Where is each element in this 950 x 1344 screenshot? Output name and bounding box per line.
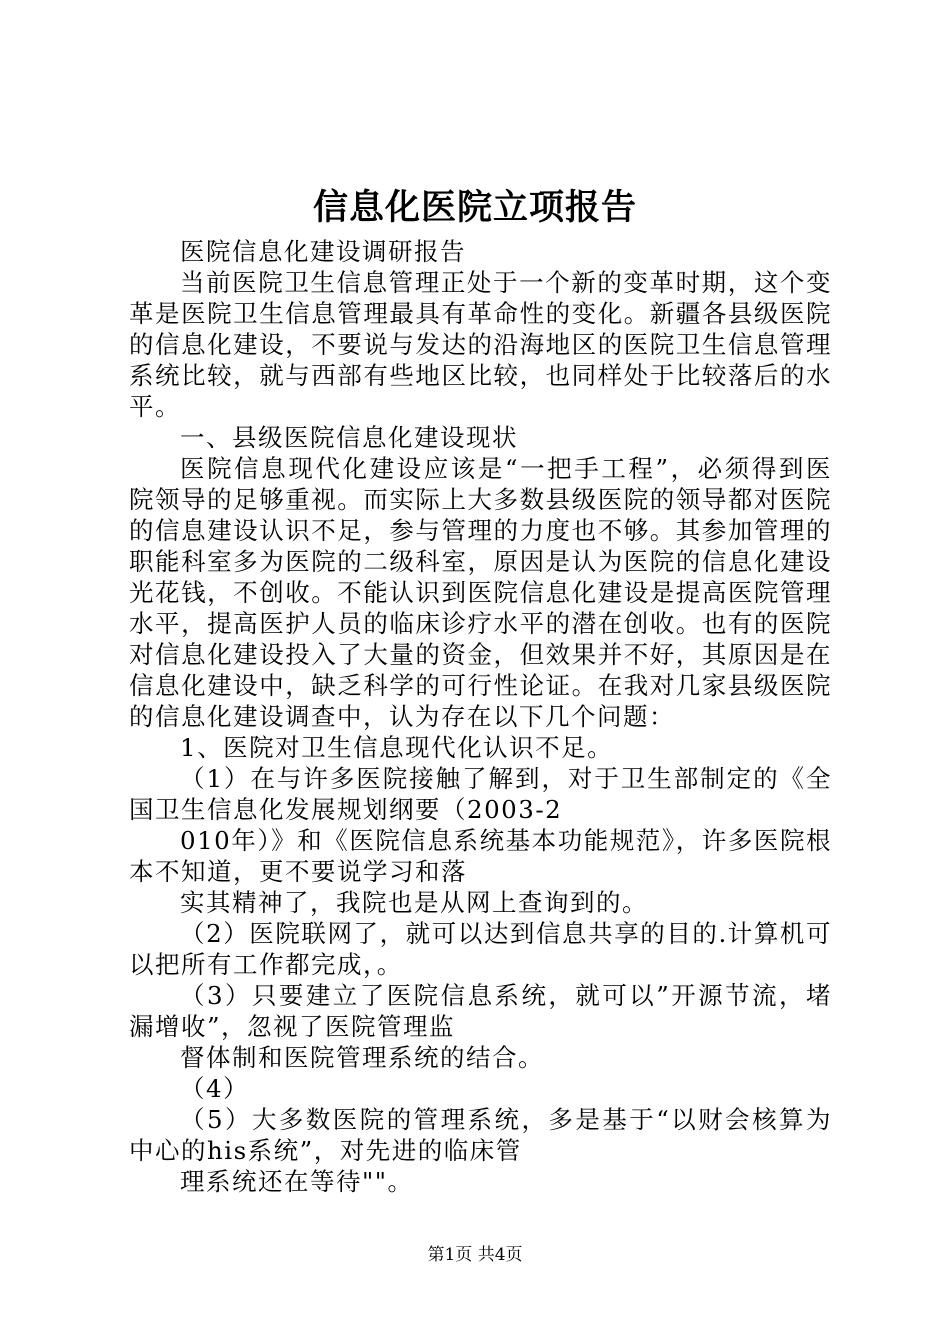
list-item-1-sub-3: （3）只要建立了医院信息系统，就可以”开源节流，堵漏增收”，忽视了医院管理监 (129, 981, 832, 1041)
list-item-1-sub-3-cont: 督体制和医院管理系统的结合。 (180, 1043, 544, 1072)
list-item-1-sub-1: （1）在与许多医院接触了解到，对于卫生部制定的《全国卫生信息化发展规划纲要（2003-2 (129, 764, 832, 824)
list-item-1: 1、医院对卫生信息现代化认识不足。 (180, 733, 614, 762)
list-item-1-sub-2: （2）医院联网了，就可以达到信息共享的目的.计算机可以把所有工作都完成，。 (129, 919, 832, 979)
document-body (129, 236, 832, 1197)
list-item-1-sub-5: （5）大多数医院的管理系统，多是基于“以财会核算为中心的his系统”，对先进的临床管 (129, 1105, 832, 1165)
paragraph-intro: 当前医院卫生信息管理正处于一个新的变革时期，这个变革是医院卫生信息管理最具有革命性的变化。新疆各县级医院的信息化建设，不要说与发达的沿海地区的医院卫生信息管理系统比较，就与西部有些地区比较，也同样处于比较落后的水平。 (129, 268, 832, 421)
page-number-footer: 第1页 共4页 (427, 1245, 523, 1265)
section-heading: 一、县级医院信息化建设现状 (180, 423, 518, 452)
list-item-1-sub-5-cont: 理系统还在等待""。 (180, 1167, 414, 1196)
paragraph-subtitle: 医院信息化建设调研报告 (180, 237, 466, 266)
paragraph-status: 医院信息现代化建设应该是“一把手工程”，必须得到医院领导的足够重视。而实际上大多数县级医院的领导都对医院的信息建设认识不足，参与管理的力度也不够。其参加管理的职能科室多为医院的二级科室，原因是认为医院的信息化建设光花钱，不创收。不能认识到医院信息化建设是提高医院管理水平，提高医护人员的临床诊疗水平的潜在创收。也有的医院对信息化建设投入了大量的资金，但效果并不好，其原因是在信息化建设中，缺乏科学的可行性论证。在我对几家县级医院的信息化建设调查中，认为存在以下几个问题： (129, 454, 832, 731)
list-item-1-sub-1-cont2: 实其精神了，我院也是从网上查询到的。 (180, 888, 648, 917)
list-item-1-sub-4: （4） (180, 1074, 250, 1103)
list-item-1-sub-1-cont: 010年）》和《医院信息系统基本功能规范》，许多医院根本不知道，更不要说学习和落 (129, 826, 832, 886)
document-title: 信息化医院立项报告 (312, 187, 637, 228)
